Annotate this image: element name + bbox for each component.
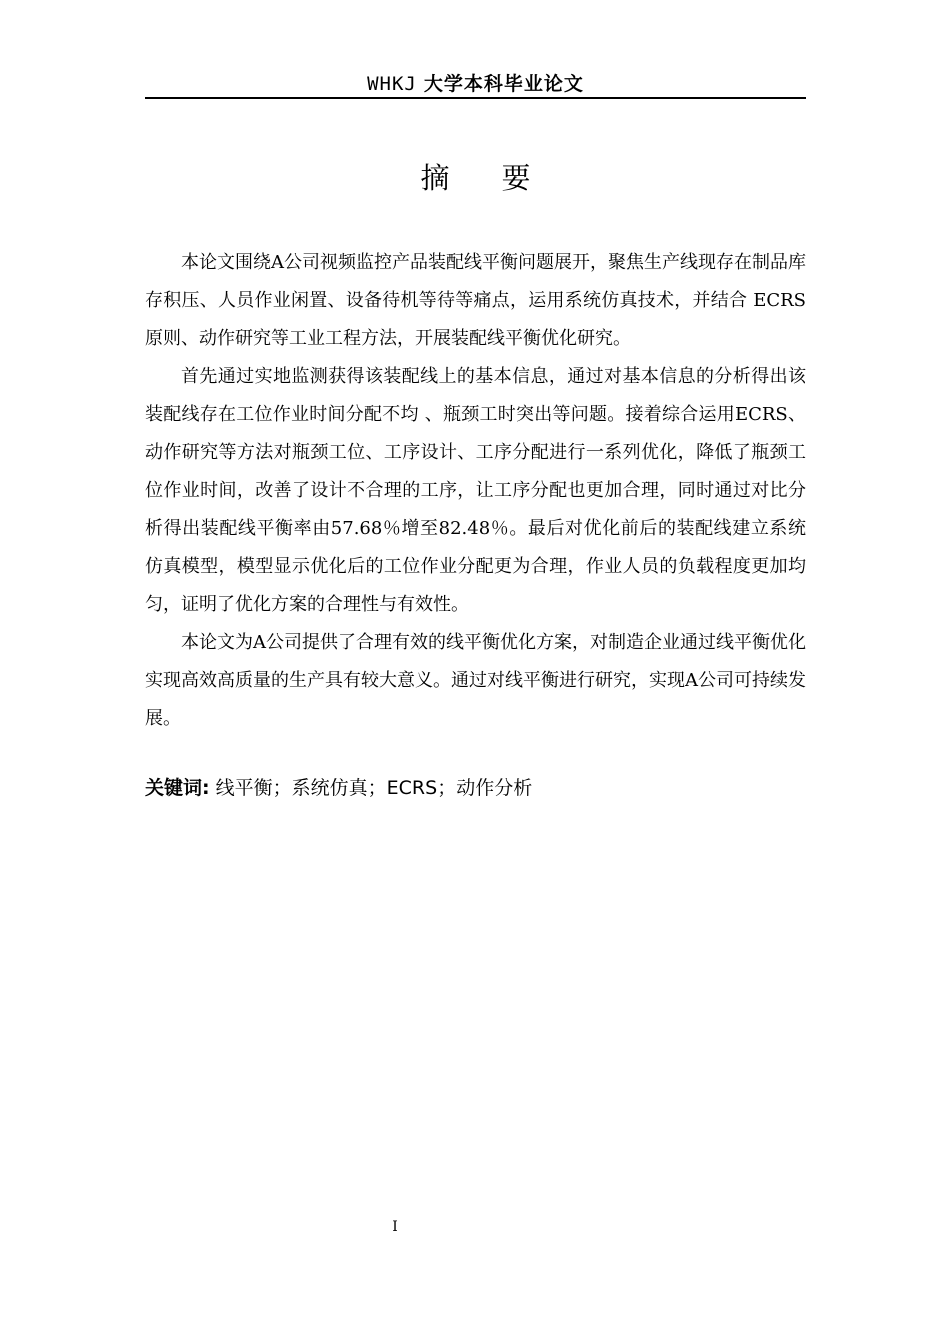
abstract-title: 摘要	[420, 161, 583, 195]
header-document-type: 大学本科毕业论文	[423, 73, 584, 95]
page-number: I	[392, 1219, 398, 1235]
running-header	[145, 72, 806, 96]
abstract-body	[145, 244, 806, 738]
abstract-paragraph-2: 首先通过实地监测获得该装配线上的基本信息，通过对基本信息的分析得出该装配线存在工位作业时间分配不均 、瓶颈工时突出等问题。接着综合运用ECRS、动作研究等方法对瓶颈工位、工序设计、工序分配进行一系列优化，降低了瓶颈工位作业时间，改善了设计不合理的工序，让工序分配也更加合理，同时通过对比分析得出装配线平衡率由57.68％增至82.48％。最后对优化前后的装配线建立系统仿真模型，模型显示优化后的工位作业分配更为合理，作业人员的负载程度更加均匀，证明了优化方案的合理性与有效性。	[145, 366, 806, 615]
keywords-line	[145, 771, 806, 805]
abstract-paragraph-1: 本论文围绕A公司视频监控产品装配线平衡问题展开，聚焦生产线现存在制品库存积压、人员作业闲置、设备待机等待等痛点，运用系统仿真技术，并结合 ECRS 原则、动作研究等工业工程方法，开展装配线平衡优化研究。	[145, 252, 806, 349]
header-school-code: WHKJ	[367, 73, 417, 95]
abstract-paragraph-3: 本论文为A公司提供了合理有效的线平衡优化方案，对制造企业通过线平衡优化实现高效高质量的生产具有较大意义。通过对线平衡进行研究，实现A公司可持续发展。	[145, 632, 806, 729]
keywords-value: 线平衡；系统仿真；ECRS；动作分析	[215, 777, 533, 799]
header-rule	[145, 97, 806, 99]
keywords-label: 关键词:	[145, 777, 210, 799]
